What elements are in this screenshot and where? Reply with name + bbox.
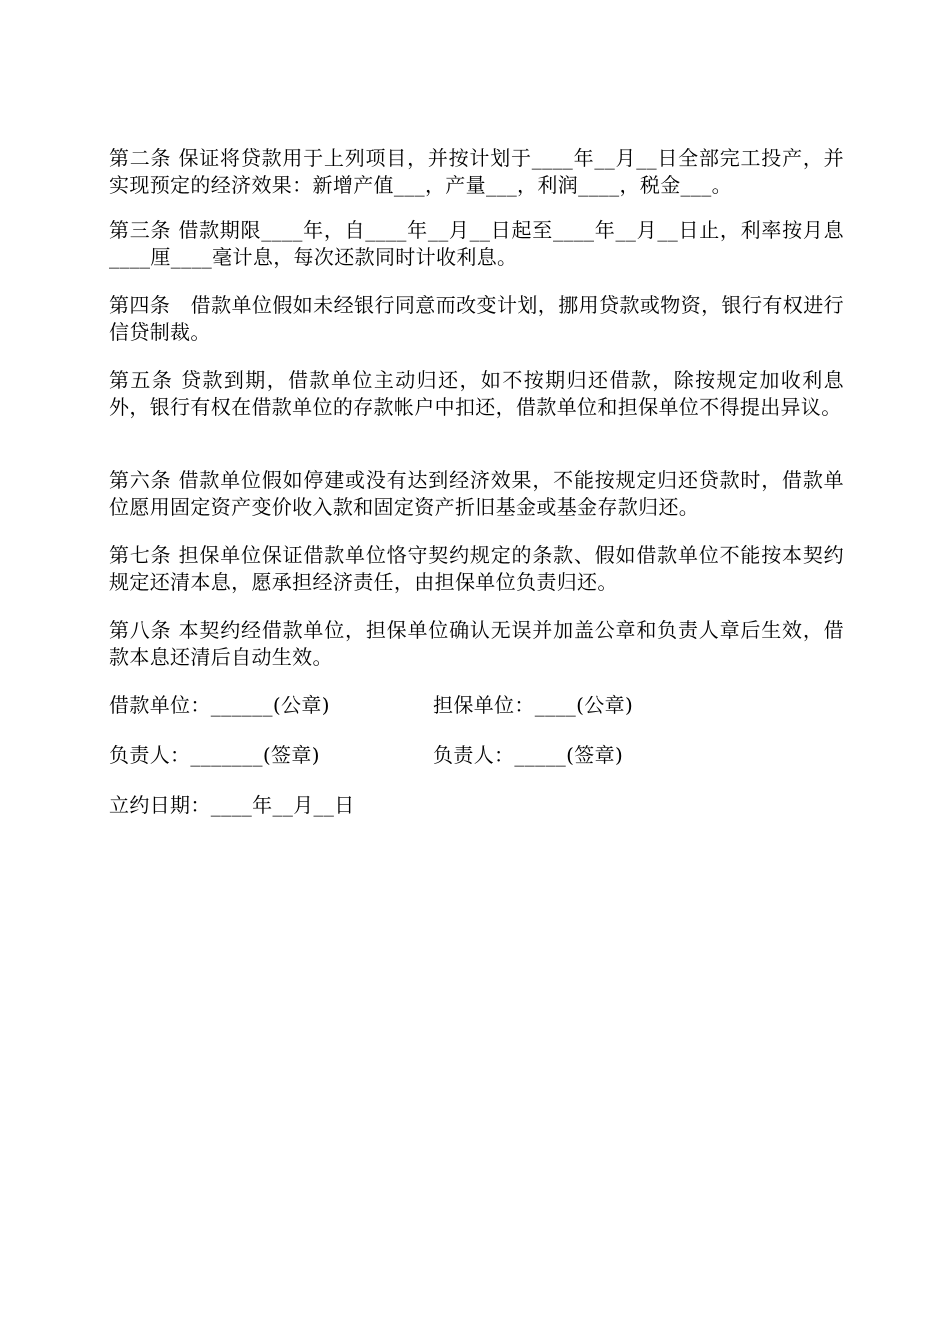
article-6: 第六条 借款单位假如停建或没有达到经济效果，不能按规定归还贷款时，借款单位愿用固定资产变价收入款和固定资产折旧基金或基金存款归还。 bbox=[109, 468, 844, 519]
article-5: 第五条 贷款到期，借款单位主动归还，如不按期归还借款，除按规定加收利息外，银行有权在借款单位的存款帐户中扣还，借款单位和担保单位不得提出异议。 bbox=[109, 368, 844, 419]
borrower-head-signature-line: 负责人：_______(签章) bbox=[109, 743, 320, 767]
guarantor-seal-line: 担保单位：____(公章) bbox=[433, 693, 634, 717]
article-7: 第七条 担保单位保证借款单位恪守契约规定的条款、假如借款单位不能按本契约规定还清本息，愿承担经济责任，由担保单位负责归还。 bbox=[109, 543, 844, 594]
article-3: 第三条 借款期限____年，自____年__月__日起至____年__月__日止，利率按月息____厘____毫计息，每次还款同时计收利息。 bbox=[109, 218, 844, 269]
article-4: 第四条 借款单位假如未经银行同意而改变计划，挪用贷款或物资，银行有权进行信贷制裁。 bbox=[109, 293, 844, 344]
article-2: 第二条 保证将贷款用于上列项目，并按计划于____年__月__日全部完工投产，并实现预定的经济效果：新增产值___，产量___，利润____，税金___。 bbox=[109, 146, 844, 197]
guarantor-head-signature-line: 负责人：_____(签章) bbox=[433, 743, 624, 767]
article-8: 第八条 本契约经借款单位，担保单位确认无误并加盖公章和负责人章后生效，借款本息还清后自动生效。 bbox=[109, 618, 844, 669]
borrower-seal-line: 借款单位：______(公章) bbox=[109, 693, 330, 717]
contract-date-line: 立约日期：____年__月__日 bbox=[109, 793, 355, 817]
